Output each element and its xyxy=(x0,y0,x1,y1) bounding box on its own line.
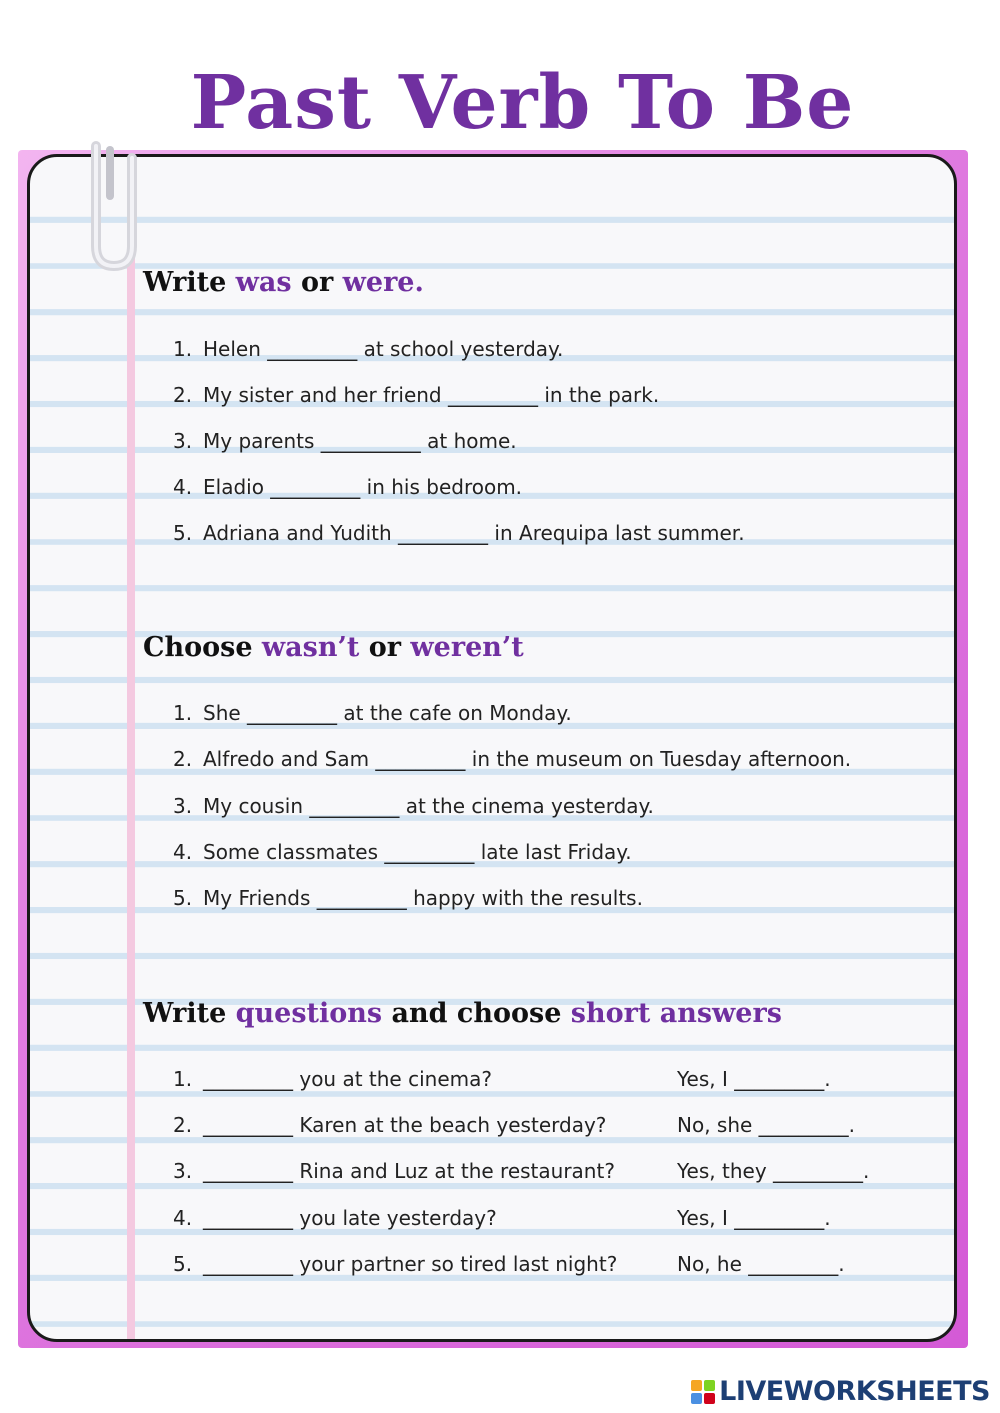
short-answer[interactable]: Yes, they _________. xyxy=(677,1159,870,1183)
title-keyword: weren’t xyxy=(410,632,524,663)
section-title-wasnt-werent xyxy=(143,632,524,663)
exercise-item[interactable] xyxy=(173,475,522,499)
item-number: 4. xyxy=(173,475,193,499)
exercise-item[interactable] xyxy=(173,747,851,771)
question-text[interactable]: _________ you at the cinema? xyxy=(203,1067,492,1091)
short-answer[interactable]: No, she _________. xyxy=(677,1113,856,1137)
section-title-was-were xyxy=(143,267,424,298)
title-text: or xyxy=(291,267,343,298)
liveworksheets-brand[interactable] xyxy=(691,1376,990,1407)
item-number: 3. xyxy=(173,429,193,453)
page-title: Past Verb To Be xyxy=(190,60,855,146)
item-number: 5. xyxy=(173,886,193,910)
item-text: My cousin _________ at the cinema yesterday. xyxy=(203,794,654,818)
question-text[interactable]: _________ your partner so tired last night? xyxy=(203,1252,618,1276)
item-number: 4. xyxy=(173,840,193,864)
title-text: Choose xyxy=(143,632,262,663)
title-keyword: short answers xyxy=(570,998,782,1029)
exercise-item[interactable] xyxy=(173,701,572,725)
short-answer[interactable]: Yes, I _________. xyxy=(677,1206,831,1230)
title-text: Write xyxy=(143,998,236,1029)
question-number: 1. xyxy=(173,1067,193,1091)
exercise-item[interactable] xyxy=(173,840,632,864)
exercise-item[interactable] xyxy=(173,794,654,818)
question-number: 3. xyxy=(173,1159,193,1183)
item-number: 1. xyxy=(173,701,193,725)
question-text[interactable]: _________ Rina and Luz at the restaurant? xyxy=(203,1159,615,1183)
exercise-item[interactable] xyxy=(173,383,659,407)
margin-line xyxy=(127,157,135,1339)
title-text: Write xyxy=(143,267,236,298)
title-keyword: were. xyxy=(342,267,424,298)
section-title-questions xyxy=(143,998,782,1029)
title-keyword: questions xyxy=(235,998,383,1029)
question-number: 4. xyxy=(173,1206,193,1230)
exercise-item[interactable] xyxy=(173,886,643,910)
exercise-item[interactable] xyxy=(173,429,517,453)
item-number: 5. xyxy=(173,521,193,545)
item-text: My Friends _________ happy with the results. xyxy=(203,886,643,910)
item-text: My sister and her friend _________ in the park. xyxy=(203,383,660,407)
title-keyword: was xyxy=(235,267,292,298)
paperclip-icon xyxy=(76,136,148,276)
question-number: 2. xyxy=(173,1113,193,1137)
short-answer[interactable]: Yes, I _________. xyxy=(677,1067,831,1091)
exercise-item[interactable] xyxy=(173,521,745,545)
brand-text: LIVEWORKSHEETS xyxy=(719,1376,990,1407)
title-keyword: wasn’t xyxy=(261,632,360,663)
item-number: 2. xyxy=(173,747,193,771)
item-text: Alfredo and Sam _________ in the museum on Tuesday afternoon. xyxy=(203,747,852,771)
item-number: 2. xyxy=(173,383,193,407)
liveworksheets-logo-icon xyxy=(691,1380,715,1404)
item-text: She _________ at the cafe on Monday. xyxy=(203,701,572,725)
item-text: Helen _________ at school yesterday. xyxy=(203,337,564,361)
question-text[interactable]: _________ you late yesterday? xyxy=(203,1206,497,1230)
question-number: 5. xyxy=(173,1252,193,1276)
item-number: 3. xyxy=(173,794,193,818)
question-text[interactable]: _________ Karen at the beach yesterday? xyxy=(203,1113,607,1137)
item-text: My parents __________ at home. xyxy=(203,429,517,453)
title-text: or xyxy=(359,632,411,663)
title-text: and choose xyxy=(382,998,571,1029)
exercise-item[interactable] xyxy=(173,337,563,361)
item-number: 1. xyxy=(173,337,193,361)
item-text: Some classmates _________ late last Friday. xyxy=(203,840,632,864)
item-text: Eladio _________ in his bedroom. xyxy=(203,475,523,499)
short-answer[interactable]: No, he _________. xyxy=(677,1252,845,1276)
item-text: Adriana and Yudith _________ in Arequipa last summer. xyxy=(203,521,745,545)
